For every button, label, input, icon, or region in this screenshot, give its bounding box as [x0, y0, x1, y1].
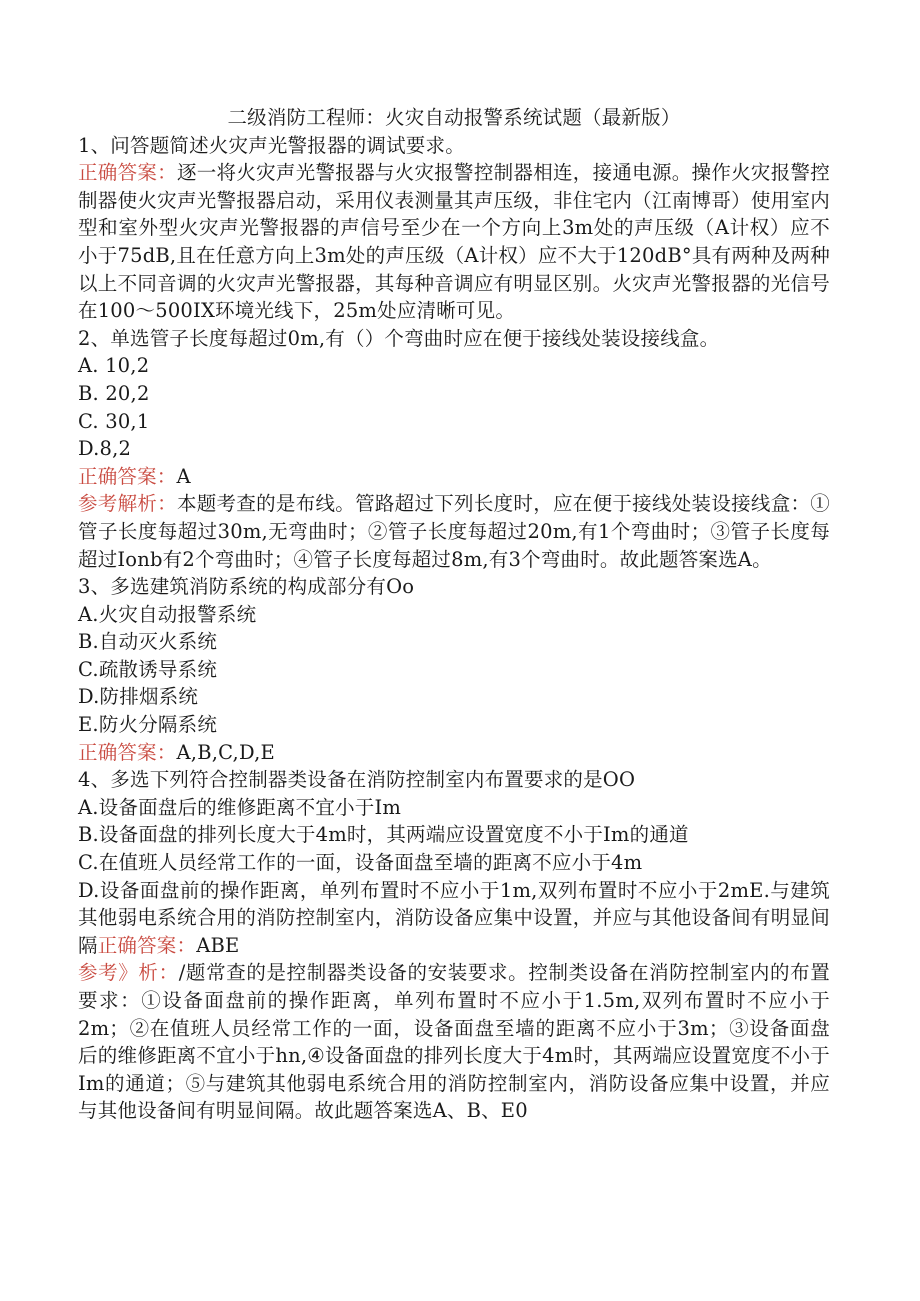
q3-question: 3、多选建筑消防系统的构成部分有Oo	[78, 575, 415, 599]
q3-option: E.防火分隔系统	[78, 713, 218, 737]
q2-analysis	[78, 490, 830, 573]
q1-answer-label: 正确答案：	[78, 161, 177, 185]
q3-answer	[78, 739, 830, 767]
q4-option-d-e	[78, 877, 830, 960]
q1-answer-text: 逐一将火灾声光警报器与火灾报警控制器相连，接通电源。操作火灾报警控制器使火灾声光警报器启动，采用仪表测量其声压级，非住宅内（江南博哥）使用室内型和室外型火灾声光警报器的声信号至少在一个方向上3m处的声压级（A计权）应不小于75dB,且在任意方向上3m处的声压级（A计权）应不大于120dB°具有两种及两种以上不同音调的火灾声光警报器，其每种音调应有明显区别。火灾声光警报器的光信号在100～500IX环境光线下，25m处应清晰可见。	[78, 161, 830, 323]
q2-analysis-label: 参考解析：	[78, 492, 177, 516]
q2-option: C. 30,1	[78, 409, 150, 433]
q4-analysis-text: /题常查的是控制器类设备的安装要求。控制类设备在消防控制室内的布置要求：①设备面盘前的操作距离，单列布置时不应小于1.5m,双列布置时不应小于2m；②在值班人员经常工作的一面，设备面盘至墙的距离不应小于3m；③设备面盘后的维修距离不宜小于hn,④设备面盘的排列长度大于4m时，其两端应设置宽度不小于Im的通道；⑤与建筑其他弱电系统合用的消防控制室内，消防设备应集中设置，并应与其他设备间有明显间隔。故此题答案选A、B、E0	[78, 961, 830, 1123]
q2-answer-label: 正确答案：	[78, 464, 177, 488]
q2-option: A. 10,2	[78, 354, 150, 378]
q4-option: B.设备面盘的排列长度大于4m时，其两端应设置宽度不小于Im的通道	[78, 823, 689, 847]
q3-option: B.自动灭火系统	[78, 630, 218, 654]
q2-answer-value: A	[176, 464, 191, 488]
q2-option: B. 20,2	[78, 381, 150, 405]
q2-option: D.8,2	[78, 437, 132, 461]
q2-analysis-text: 本题考查的是布线。管路超过下列长度时，应在便于接线处装设接线盒：①管子长度每超过30m,无弯曲时；②管子长度每超过20m,有1个弯曲时；③管子长度每超过Ionb有2个弯曲时；④管子长度每超过8m,有3个弯曲时。故此题答案选A。	[78, 492, 830, 571]
q3-option: C.疏散诱导系统	[78, 657, 218, 681]
q2-answer	[78, 463, 830, 491]
q4-option: C.在值班人员经常工作的一面，设备面盘至墙的距离不应小于4m	[78, 851, 643, 875]
document-page	[78, 104, 830, 1125]
q2-question: 2、单选管子长度每超过0m,有（）个弯曲时应在便于接线处装设接线盒。	[78, 326, 720, 350]
q4-option-d-text: D.设备面盘前的操作距离，单列布置时不应小于1m,双列布置时不应小于2mE.与建筑其他弱电系统合用的消防控制室内，消防设备应集中设置，并应与其他设备间有明显间隔	[78, 878, 830, 957]
document-title: 二级消防工程师：火灾自动报警系统试题（最新版）	[227, 106, 681, 129]
q4-analysis-label: 参考》析：	[78, 961, 179, 985]
q4-answer-value: ABE	[196, 933, 240, 957]
q3-answer-value: A,B,C,D,E	[176, 740, 275, 764]
q1-question: 1、问答题简述火灾声光警报器的调试要求。	[78, 133, 465, 157]
q4-question: 4、多选下列符合控制器类设备在消防控制室内布置要求的是OO	[78, 768, 636, 792]
q3-option: D.防排烟系统	[78, 685, 199, 709]
q1-answer	[78, 159, 830, 325]
q4-option: A.设备面盘后的维修距离不宜小于Im	[78, 795, 402, 819]
q3-option: A.火灾自动报警系统	[78, 602, 257, 626]
q4-analysis	[78, 959, 830, 1125]
q3-answer-label: 正确答案：	[78, 740, 177, 764]
q4-answer-label: 正确答案：	[97, 933, 197, 957]
